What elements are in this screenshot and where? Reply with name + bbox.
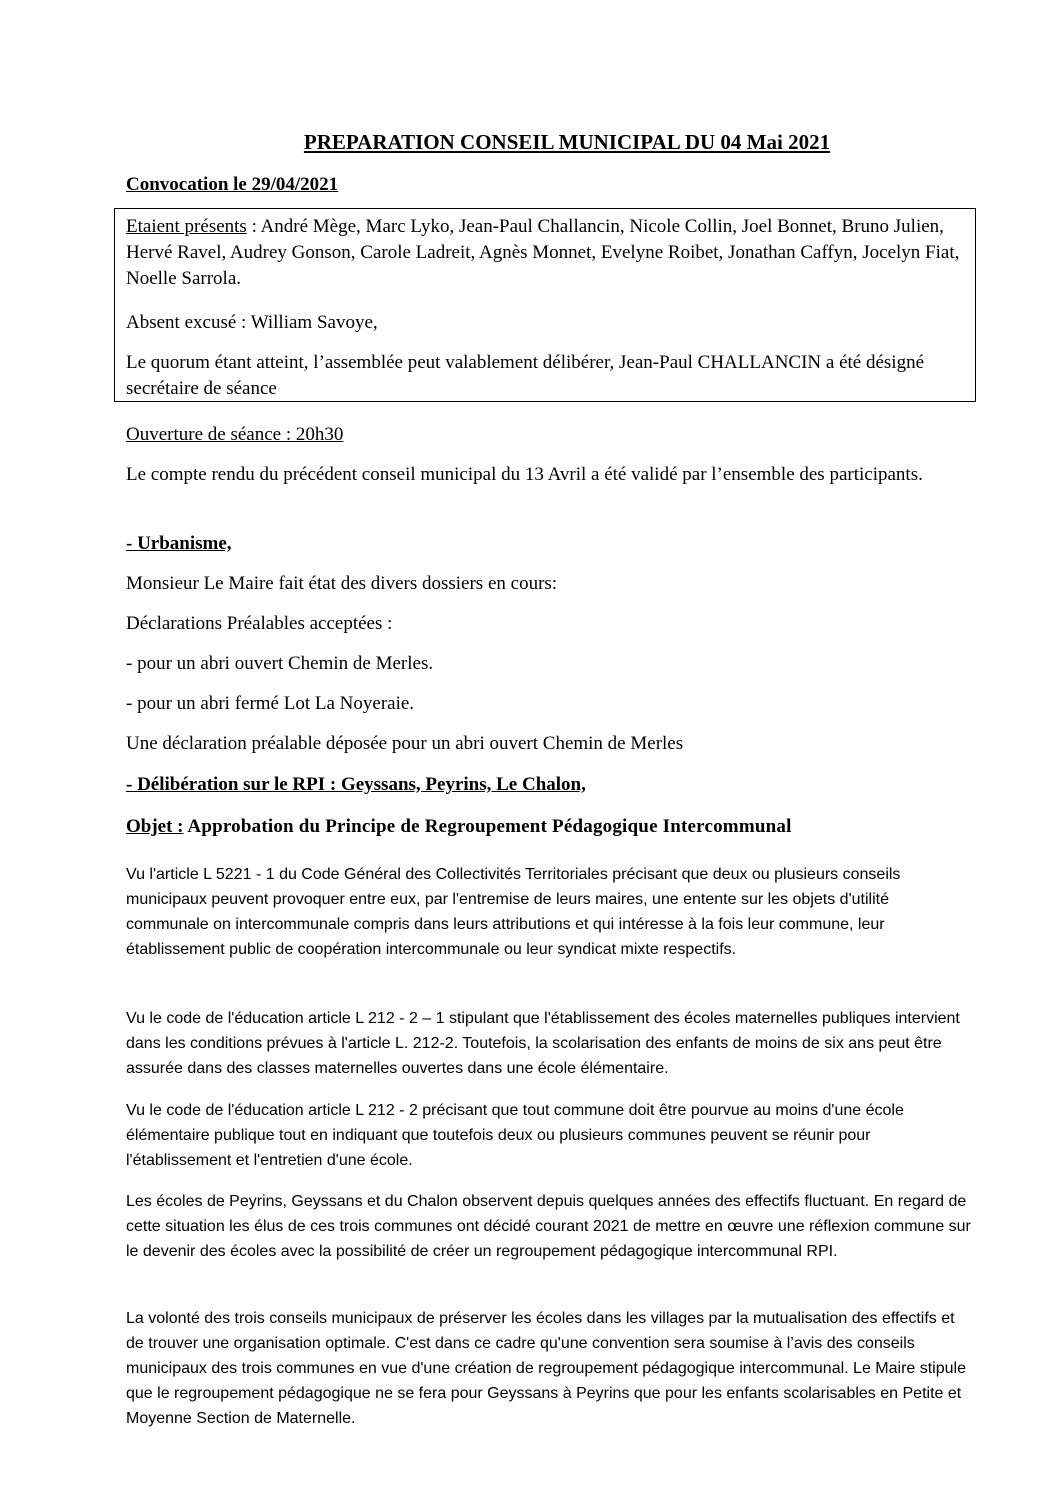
attendance-label: Etaient présents: [126, 216, 247, 237]
rpi-paragraph-3: Vu le code de l'éducation article L 212 - 2 précisant que tout commune doit être pourvue au moins d'une école élémentaire publique tout en indiquant que toutefois deux ou plusieurs communes peuvent se réunir pour l'établissement et l'entretien d'une école.: [126, 1102, 904, 1169]
rpi-heading: - Délibération sur le RPI : Geyssans, Peyrins, Le Chalon,: [126, 774, 586, 795]
urbanisme-intro: Monsieur Le Maire fait état des divers dossiers en cours:: [126, 573, 558, 594]
declaration-item-1: - pour un abri ouvert Chemin de Merles.: [126, 653, 434, 674]
attendance-names: : André Mège, Marc Lyko, Jean-Paul Challancin, Nicole Collin, Joel Bonnet, Bruno Julien, Hervé Ravel, Audrey Gonson, Carole Ladreit, Agnès Monnet, Evelyne Roibet, Jonathan Caffyn, Jocelyn Fiat, Noelle Sarrola.: [126, 216, 960, 289]
deposited-declaration-line: Une déclaration préalable déposée pour un abri ouvert Chemin de Merles: [126, 733, 684, 754]
quorum-paragraph: Le quorum étant atteint, l’assemblée peut valablement délibérer, Jean-Paul CHALLANCIN a été désigné secrétaire de séance: [126, 352, 925, 399]
rpi-paragraph-1: Vu l'article L 5221 - 1 du Code Général des Collectivités Territoriales précisant que deux ou plusieurs conseils municipaux peuvent provoquer entre eux, par l'entremise de leurs maires, une entente sur les objets d'utilité communale on intercommunale compris dans leurs attributions et qui intéresse à la fois leur commune, leur établissement public de coopération intercommunale ou leur syndicat mixte respectifs.: [126, 866, 901, 958]
convocation-heading: Convocation le 29/04/2021: [126, 174, 339, 195]
page-title: PREPARATION CONSEIL MUNICIPAL DU 04 Mai 2021: [303, 130, 831, 154]
object-text: Approbation du Principe de Regroupement Pédagogique Intercommunal: [183, 816, 792, 837]
urbanisme-heading: - Urbanisme,: [126, 533, 232, 554]
declarations-line: Déclarations Préalables acceptées :: [126, 613, 393, 634]
previous-report-paragraph: Le compte rendu du précédent conseil municipal du 13 Avril a été validé par l’ensemble des participants.: [126, 464, 923, 485]
rpi-paragraph-5: La volonté des trois conseils municipaux de préserver les écoles dans les villages par la mutualisation des effectifs et de trouver une organisation optimale. C'est dans ce cadre qu'une convention sera soumise à l’avis des conseils municipaux des trois communes en vue d'une création de regroupement pédagogique intercommunal. Le Maire stipule que le regroupement pédagogique ne se fera pour Geyssans à Peyrins que pour les enfants scolarisables en Petite et Moyenne Section de Maternelle.: [126, 1310, 966, 1427]
object-line: [126, 814, 976, 840]
declaration-item-2: - pour un abri fermé Lot La Noyeraie.: [126, 693, 415, 714]
rpi-paragraph-4: Les écoles de Peyrins, Geyssans et du Chalon observent depuis quelques années des effectifs fluctuant. En regard de cette situation les élus de ces trois communes ont décidé courant 2021 de mettre en œuvre une réflexion commune sur le devenir des écoles avec la possibilité de créer un regroupement pédagogique intercommunal RPI.: [126, 1193, 971, 1260]
rpi-paragraph-2: Vu le code de l'éducation article L 212 - 2 – 1 stipulant que l'établissement des écoles maternelles publiques intervient dans les conditions prévues à l'article L. 212-2. Toutefois, la scolarisation des enfants de moins de six ans peut être assurée dans des classes maternelles ouvertes dans une école élémentaire.: [126, 1010, 960, 1077]
object-label: Objet :: [126, 816, 184, 837]
absent-line: Absent excusé : William Savoye,: [126, 312, 378, 333]
attendance-paragraph: [126, 214, 976, 292]
opening-line: Ouverture de séance : 20h30: [126, 424, 344, 445]
